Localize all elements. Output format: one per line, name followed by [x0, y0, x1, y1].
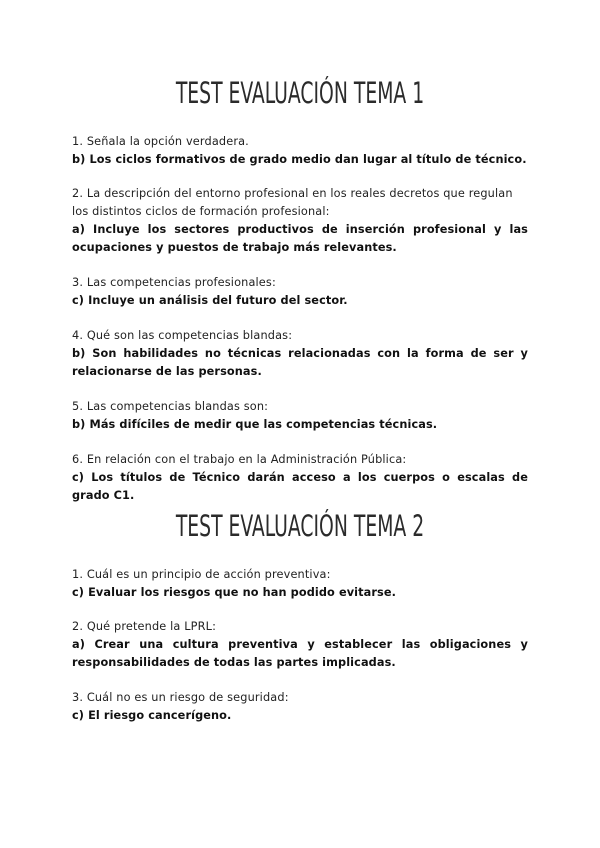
section-title-tema-1: TEST EVALUACIÓN TEMA 1 — [175, 76, 425, 110]
question-block — [72, 398, 528, 434]
question-block — [72, 185, 528, 257]
answer-text: b) Los ciclos formativos de grado medio dan lugar al título de técnico. — [72, 153, 527, 166]
question-text: 1. Cuál es un principio de acción preventiva: — [72, 568, 331, 581]
question-block — [72, 566, 528, 602]
question-text: 2. La descripción del entorno profesional en los reales decretos que regulan los distintos ciclos de formación profesional: — [72, 187, 513, 218]
answer-text: a) Crear una cultura preventiva y establecer las obligaciones y responsabilidades de todas las partes implicadas. — [72, 638, 528, 669]
question-block — [72, 618, 528, 672]
answer-text: c) Evaluar los riesgos que no han podido evitarse. — [72, 586, 397, 599]
question-block — [72, 133, 528, 169]
answer-text: b) Más difíciles de medir que las competencias técnicas. — [72, 418, 438, 431]
answer-text: c) Incluye un análisis del futuro del sector. — [72, 294, 348, 307]
question-text: 3. Cuál no es un riesgo de seguridad: — [72, 691, 289, 704]
question-block — [72, 327, 528, 381]
answer-text: b) Son habilidades no técnicas relacionadas con la forma de ser y relacionarse de las personas. — [72, 347, 528, 378]
answer-text: c) Los títulos de Técnico darán acceso a los cuerpos o escalas de grado C1. — [72, 471, 528, 502]
question-block — [72, 274, 528, 310]
question-text: 6. En relación con el trabajo en la Administración Pública: — [72, 453, 407, 466]
question-text: 1. Señala la opción verdadera. — [72, 135, 249, 148]
answer-text: a) Incluye los sectores productivos de inserción profesional y las ocupaciones y puestos de trabajo más relevantes. — [72, 223, 528, 254]
question-block — [72, 689, 528, 725]
section-title-tema-2: TEST EVALUACIÓN TEMA 2 — [175, 509, 425, 543]
question-text: 4. Qué son las competencias blandas: — [72, 329, 293, 342]
answer-text: c) El riesgo cancerígeno. — [72, 709, 232, 722]
question-block — [72, 451, 528, 505]
question-text: 3. Las competencias profesionales: — [72, 276, 276, 289]
question-text: 5. Las competencias blandas son: — [72, 400, 269, 413]
question-text: 2. Qué pretende la LPRL: — [72, 620, 217, 633]
